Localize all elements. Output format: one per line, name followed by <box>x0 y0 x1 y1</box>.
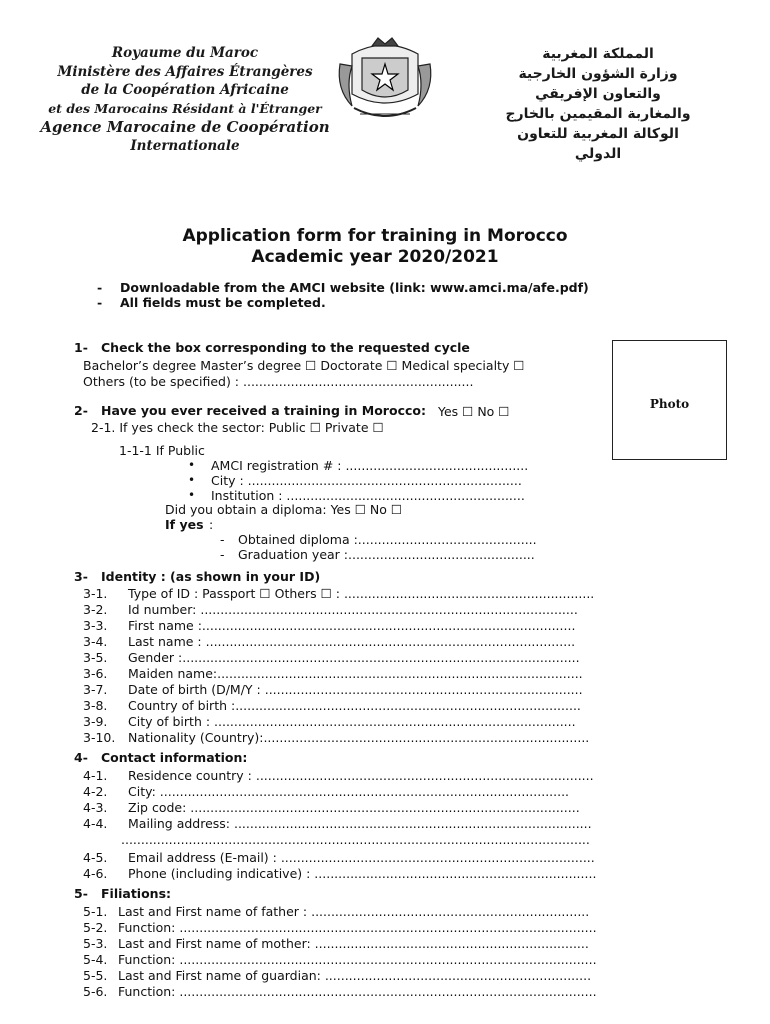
last-name-field[interactable]: Last name : ............................................................................................. <box>128 634 576 649</box>
header-ar-line: الوكالة المغربية للتعاون <box>517 126 679 142</box>
guardian-name-field[interactable]: Last and First name of guardian: ................................................................... <box>118 968 592 983</box>
section-number: 2- <box>74 403 88 418</box>
id-number-field[interactable]: Id number: ............................................................................................... <box>128 602 578 617</box>
first-name-field[interactable]: First name :.............................................................................................. <box>128 618 576 633</box>
residence-country-field[interactable]: Residence country : ..................................................................................... <box>128 768 594 783</box>
item-number: 4-2. <box>83 784 108 799</box>
zip-code-field[interactable]: Zip code: .................................................................................................. <box>128 800 580 815</box>
cycle-others-field[interactable]: Others (to be specified) : .......................................................... <box>83 374 474 389</box>
header-fr-line: Royaume du Maroc <box>111 45 259 61</box>
public-city-field[interactable]: City : ..................................................................... <box>211 473 522 488</box>
section-number: 3- <box>74 569 88 584</box>
if-public-label: 1-1-1 If Public <box>119 443 205 458</box>
country-of-birth-field[interactable]: Country of birth :....................................................................................... <box>128 698 581 713</box>
form-title: Application form for training in Morocco <box>182 226 568 246</box>
if-yes-label: If yes <box>165 517 204 532</box>
item-number: 3-4. <box>83 634 108 649</box>
bullet: • <box>188 488 196 502</box>
if-yes-colon: : <box>209 517 214 532</box>
institution-field[interactable]: Institution : ............................................................ <box>211 488 525 503</box>
guardian-function-field[interactable]: Function: ......................................................................................................... <box>118 984 597 999</box>
header-ar-line: الدولي <box>574 146 622 162</box>
nationality-field[interactable]: Nationality (Country):.................................................................................. <box>128 730 590 745</box>
note-all-fields: All fields must be completed. <box>120 295 326 310</box>
item-number: 3-9. <box>83 714 108 729</box>
header-fr-line: Internationale <box>130 137 240 154</box>
item-number: 5-2. <box>83 920 108 935</box>
section-number: 4- <box>74 750 88 765</box>
item-number: 5-1. <box>83 904 108 919</box>
header-arabic-block <box>478 44 718 164</box>
header-ar-line: وزارة الشؤون الخارجية <box>518 66 678 82</box>
graduation-year-field[interactable]: Graduation year :............................................... <box>238 547 535 562</box>
header-ar-line: والمغاربة المقيمين بالخارج <box>505 106 691 122</box>
date-of-birth-field[interactable]: Date of birth (D/M/Y : ................................................................................ <box>128 682 583 697</box>
item-number: 3-3. <box>83 618 108 633</box>
section-heading-contact: Contact information: <box>101 750 248 765</box>
item-number: 5-4. <box>83 952 108 967</box>
maiden-name-field[interactable]: Maiden name:............................................................................................ <box>128 666 583 681</box>
amci-registration-field[interactable]: AMCI registration # : .............................................. <box>211 458 529 473</box>
section-heading-training: Have you ever received a training in Morocco: <box>101 403 426 418</box>
item-number: 3-5. <box>83 650 108 665</box>
section-number: 5- <box>74 886 88 901</box>
father-function-field[interactable]: Function: ......................................................................................................... <box>118 920 597 935</box>
id-type-field[interactable]: Type of ID : Passport ☐ Others ☐ : ............................................................... <box>128 586 595 601</box>
form-subtitle: Academic year 2020/2021 <box>251 247 499 267</box>
dash: - <box>220 547 225 562</box>
item-number: 4-5. <box>83 850 108 865</box>
item-number: 5-3. <box>83 936 108 951</box>
item-number: 5-5. <box>83 968 108 983</box>
royal-coat-of-arms-icon <box>332 34 438 126</box>
item-number: 3-6. <box>83 666 108 681</box>
mother-name-field[interactable]: Last and First name of mother: ..................................................................... <box>118 936 589 951</box>
item-number: 4-3. <box>83 800 108 815</box>
photo-box[interactable] <box>612 340 727 460</box>
item-number: 3-8. <box>83 698 108 713</box>
gender-field[interactable]: Gender :.................................................................................................... <box>128 650 580 665</box>
header-french-block <box>40 44 330 155</box>
note-dash: - <box>97 280 103 295</box>
city-of-birth-field[interactable]: City of birth : ........................................................................................... <box>128 714 576 729</box>
header-fr-line: de la Coopération Africaine <box>81 82 289 98</box>
mailing-address-continuation[interactable]: ...................................................................................................................... <box>121 832 590 847</box>
mother-function-field[interactable]: Function: ......................................................................................................... <box>118 952 597 967</box>
mailing-address-field[interactable]: Mailing address: .......................................................................................... <box>128 816 592 831</box>
item-number: 4-4. <box>83 816 108 831</box>
photo-label: Photo <box>649 397 690 411</box>
item-number: 3-2. <box>83 602 108 617</box>
cycle-options-line[interactable]: Bachelor’s degree Master’s degree ☐ Doctorate ☐ Medical specialty ☐ <box>83 358 525 373</box>
phone-field[interactable]: Phone (including indicative) : ....................................................................... <box>128 866 597 881</box>
header-fr-line: Agence Marocaine de Coopération <box>40 118 330 136</box>
dash: - <box>220 532 225 547</box>
bullet: • <box>188 473 196 487</box>
note-download-link: Downloadable from the AMCI website (link: www.amci.ma/afe.pdf) <box>120 280 589 295</box>
section-heading-identity: Identity : (as shown in your ID) <box>101 569 321 584</box>
sector-choice[interactable]: 2-1. If yes check the sector: Public ☐ Private ☐ <box>91 420 384 435</box>
item-number: 4-6. <box>83 866 108 881</box>
item-number: 4-1. <box>83 768 108 783</box>
item-number: 3-1. <box>83 586 108 601</box>
header-ar-line: المملكة المغربية <box>542 46 654 62</box>
email-field[interactable]: Email address (E-mail) : ............................................................................... <box>128 850 595 865</box>
training-yes-no[interactable]: Yes ☐ No ☐ <box>438 404 510 419</box>
obtained-diploma-field[interactable]: Obtained diploma :............................................. <box>238 532 537 547</box>
item-number: 5-6. <box>83 984 108 999</box>
header-fr-line: Ministère des Affaires Étrangères <box>57 63 313 80</box>
header-fr-line: et des Marocains Résidant à l'Étranger <box>48 100 322 116</box>
diploma-question[interactable]: Did you obtain a diploma: Yes ☐ No ☐ <box>165 502 403 517</box>
item-number: 3-7. <box>83 682 108 697</box>
section-number: 1- <box>74 340 88 355</box>
section-heading-cycle: Check the box corresponding to the requested cycle <box>101 340 470 355</box>
item-number: 3-10. <box>83 730 116 745</box>
note-dash: - <box>97 295 103 310</box>
section-heading-filiations: Filiations: <box>101 886 172 901</box>
header-ar-line: والتعاون الإفريقي <box>535 86 661 102</box>
father-name-field[interactable]: Last and First name of father : ...................................................................... <box>118 904 590 919</box>
bullet: • <box>188 458 196 472</box>
contact-city-field[interactable]: City: ....................................................................................................... <box>128 784 570 799</box>
